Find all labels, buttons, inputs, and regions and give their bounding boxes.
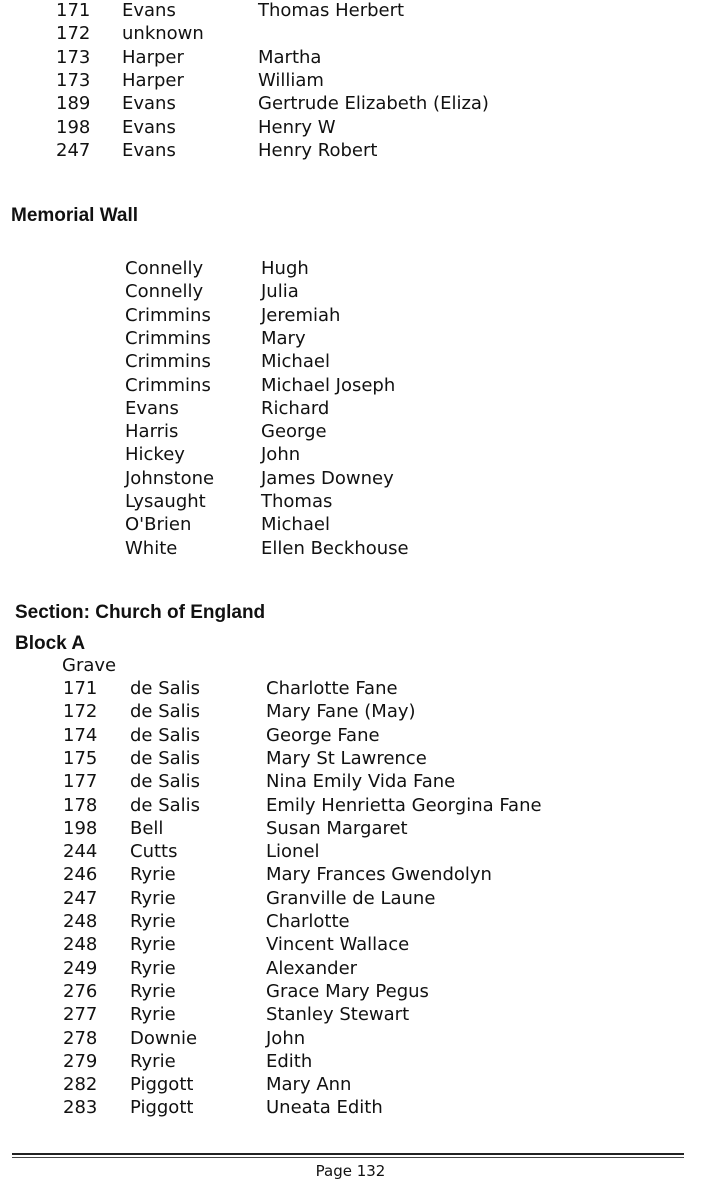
surname: de Salis <box>130 771 201 793</box>
block-heading: Block A <box>15 633 86 654</box>
list-item <box>0 443 701 466</box>
list-item <box>0 770 701 793</box>
surname: Evans <box>125 397 179 419</box>
given-names: Michael Joseph <box>261 374 396 396</box>
grave-number: 276 <box>63 980 98 1002</box>
surname: Ryrie <box>130 980 176 1002</box>
list-item <box>0 69 701 92</box>
given-names: Lionel <box>266 841 320 863</box>
grave-number: 172 <box>63 701 98 723</box>
given-names: Martha <box>258 46 322 68</box>
surname: Crimmins <box>125 327 211 349</box>
grave-number: 279 <box>63 1050 98 1072</box>
list-item <box>0 420 701 443</box>
given-names: Uneata Edith <box>266 1097 383 1119</box>
list-item <box>0 46 701 69</box>
list-item <box>0 513 701 536</box>
list-item <box>0 957 701 980</box>
given-names: Thomas Herbert <box>258 0 405 21</box>
surname: Evans <box>122 116 176 138</box>
grave-number: 248 <box>63 934 98 956</box>
surname: Harper <box>122 69 184 91</box>
list-item <box>0 280 701 303</box>
memorial-wall-heading: Memorial Wall <box>11 205 139 226</box>
list-item <box>0 537 701 560</box>
given-names: George Fane <box>266 724 380 746</box>
surname: Ryrie <box>130 957 176 979</box>
given-names: Edith <box>266 1050 313 1072</box>
list-item <box>0 910 701 933</box>
list-item <box>0 1003 701 1026</box>
grave-number: 174 <box>63 724 98 746</box>
surname: de Salis <box>130 701 201 723</box>
surname: Ryrie <box>130 864 176 886</box>
given-names: Mary Ann <box>266 1074 352 1096</box>
surname: Ryrie <box>130 911 176 932</box>
grave-number: 172 <box>56 23 91 45</box>
surname: White <box>125 537 178 559</box>
list-item <box>0 1073 701 1096</box>
surname: Ryrie <box>130 934 176 956</box>
given-names: Alexander <box>266 957 358 979</box>
list-item <box>0 840 701 863</box>
grave-number: 177 <box>63 771 98 793</box>
list-item <box>0 0 701 22</box>
list-item <box>0 887 701 910</box>
surname: Ryrie <box>130 1004 176 1026</box>
footer-rule-thin <box>12 1157 684 1158</box>
given-names: Michael <box>261 514 330 536</box>
given-names: Nina Emily Vida Fane <box>266 771 456 793</box>
list-item <box>0 677 701 700</box>
grave-number: 198 <box>63 817 98 839</box>
list-item <box>0 1027 701 1050</box>
surname: Hickey <box>125 444 185 466</box>
given-names: Michael <box>261 351 330 373</box>
surname: Bell <box>130 817 164 839</box>
given-names: Henry Robert <box>258 139 378 161</box>
grave-number: 173 <box>56 46 91 68</box>
given-names: George <box>261 421 327 443</box>
grave-number: 244 <box>63 841 98 863</box>
grave-number: 178 <box>63 794 98 816</box>
grave-number: 277 <box>63 1004 98 1026</box>
list-item <box>0 139 701 162</box>
given-names: Charlotte Fane <box>266 678 398 699</box>
surname: Evans <box>122 139 176 161</box>
list-item <box>0 397 701 420</box>
surname: Ryrie <box>130 1050 176 1072</box>
list-item <box>0 794 701 817</box>
list-item <box>0 92 701 115</box>
list-item <box>0 327 701 350</box>
surname: Connelly <box>125 281 204 303</box>
list-item <box>0 724 701 747</box>
surname: Crimmins <box>125 374 211 396</box>
grave-number: 198 <box>56 116 91 138</box>
surname: Johnstone <box>125 467 215 489</box>
given-names: Mary Fane (May) <box>266 701 416 723</box>
footer-rule <box>12 1153 684 1155</box>
given-names: William <box>258 69 324 91</box>
surname: Lysaught <box>125 491 206 512</box>
list-item <box>0 304 701 327</box>
surname: Connelly <box>125 258 204 279</box>
page-number: Page 132 <box>315 1162 386 1180</box>
given-names: John <box>266 1027 306 1049</box>
surname: de Salis <box>130 724 201 746</box>
grave-number: 247 <box>63 887 98 909</box>
given-names: Hugh <box>261 258 309 279</box>
list-item <box>0 374 701 397</box>
list-item <box>0 700 701 723</box>
grave-number: 246 <box>63 864 98 886</box>
surname: Downie <box>130 1027 198 1049</box>
surname: de Salis <box>130 794 201 816</box>
list-item <box>0 933 701 956</box>
surname: Crimmins <box>125 351 211 373</box>
list-item <box>0 980 701 1003</box>
given-names: Stanley Stewart <box>266 1004 410 1026</box>
surname: Harper <box>122 46 184 68</box>
list-item <box>0 490 701 513</box>
surname: de Salis <box>130 747 201 769</box>
surname: Harris <box>125 421 179 443</box>
given-names: Ellen Beckhouse <box>261 537 409 559</box>
grave-number: 171 <box>63 678 98 699</box>
list-item <box>0 467 701 490</box>
given-names: John <box>261 444 301 466</box>
surname: unknown <box>122 23 204 45</box>
given-names: Mary Frances Gwendolyn <box>266 864 492 886</box>
grave-number: 247 <box>56 139 91 161</box>
list-item <box>0 863 701 886</box>
list-item <box>0 257 701 280</box>
given-names: Vincent Wallace <box>266 934 410 956</box>
surname: Crimmins <box>125 304 211 326</box>
surname: de Salis <box>130 678 201 699</box>
given-names: Gertrude Elizabeth (Eliza) <box>258 93 489 115</box>
surname: Piggott <box>130 1097 194 1119</box>
given-names: James Downey <box>261 467 394 489</box>
given-names: Emily Henrietta Georgina Fane <box>266 794 542 816</box>
list-item <box>0 747 701 770</box>
list-item <box>0 116 701 139</box>
given-names: Henry W <box>258 116 336 138</box>
grave-number: 283 <box>63 1097 98 1119</box>
list-item <box>0 22 701 45</box>
surname: Ryrie <box>130 887 176 909</box>
list-item <box>0 350 701 373</box>
list-item <box>0 817 701 840</box>
surname: Piggott <box>130 1074 194 1096</box>
list-item <box>0 1050 701 1073</box>
grave-number: 175 <box>63 747 98 769</box>
given-names: Susan Margaret <box>266 817 408 839</box>
given-names: Granville de Laune <box>266 887 436 909</box>
grave-column-header: Grave <box>62 655 117 676</box>
given-names: Jeremiah <box>261 304 341 326</box>
given-names: Mary St Lawrence <box>266 747 427 769</box>
list-item <box>0 1096 701 1119</box>
grave-number: 248 <box>63 911 98 932</box>
given-names: Julia <box>261 281 299 303</box>
surname: Evans <box>122 0 176 21</box>
surname: O'Brien <box>125 514 192 536</box>
given-names: Charlotte <box>266 911 350 932</box>
grave-number: 278 <box>63 1027 98 1049</box>
grave-number: 173 <box>56 69 91 91</box>
grave-number: 171 <box>56 0 91 21</box>
surname: Evans <box>122 93 176 115</box>
given-names: Thomas <box>261 491 333 512</box>
grave-number: 282 <box>63 1074 98 1096</box>
given-names: Richard <box>261 397 330 419</box>
surname: Cutts <box>130 841 178 863</box>
grave-number: 189 <box>56 93 91 115</box>
given-names: Grace Mary Pegus <box>266 980 429 1002</box>
grave-number: 249 <box>63 957 98 979</box>
section-heading: Section: Church of England <box>15 602 266 623</box>
given-names: Mary <box>261 327 306 349</box>
